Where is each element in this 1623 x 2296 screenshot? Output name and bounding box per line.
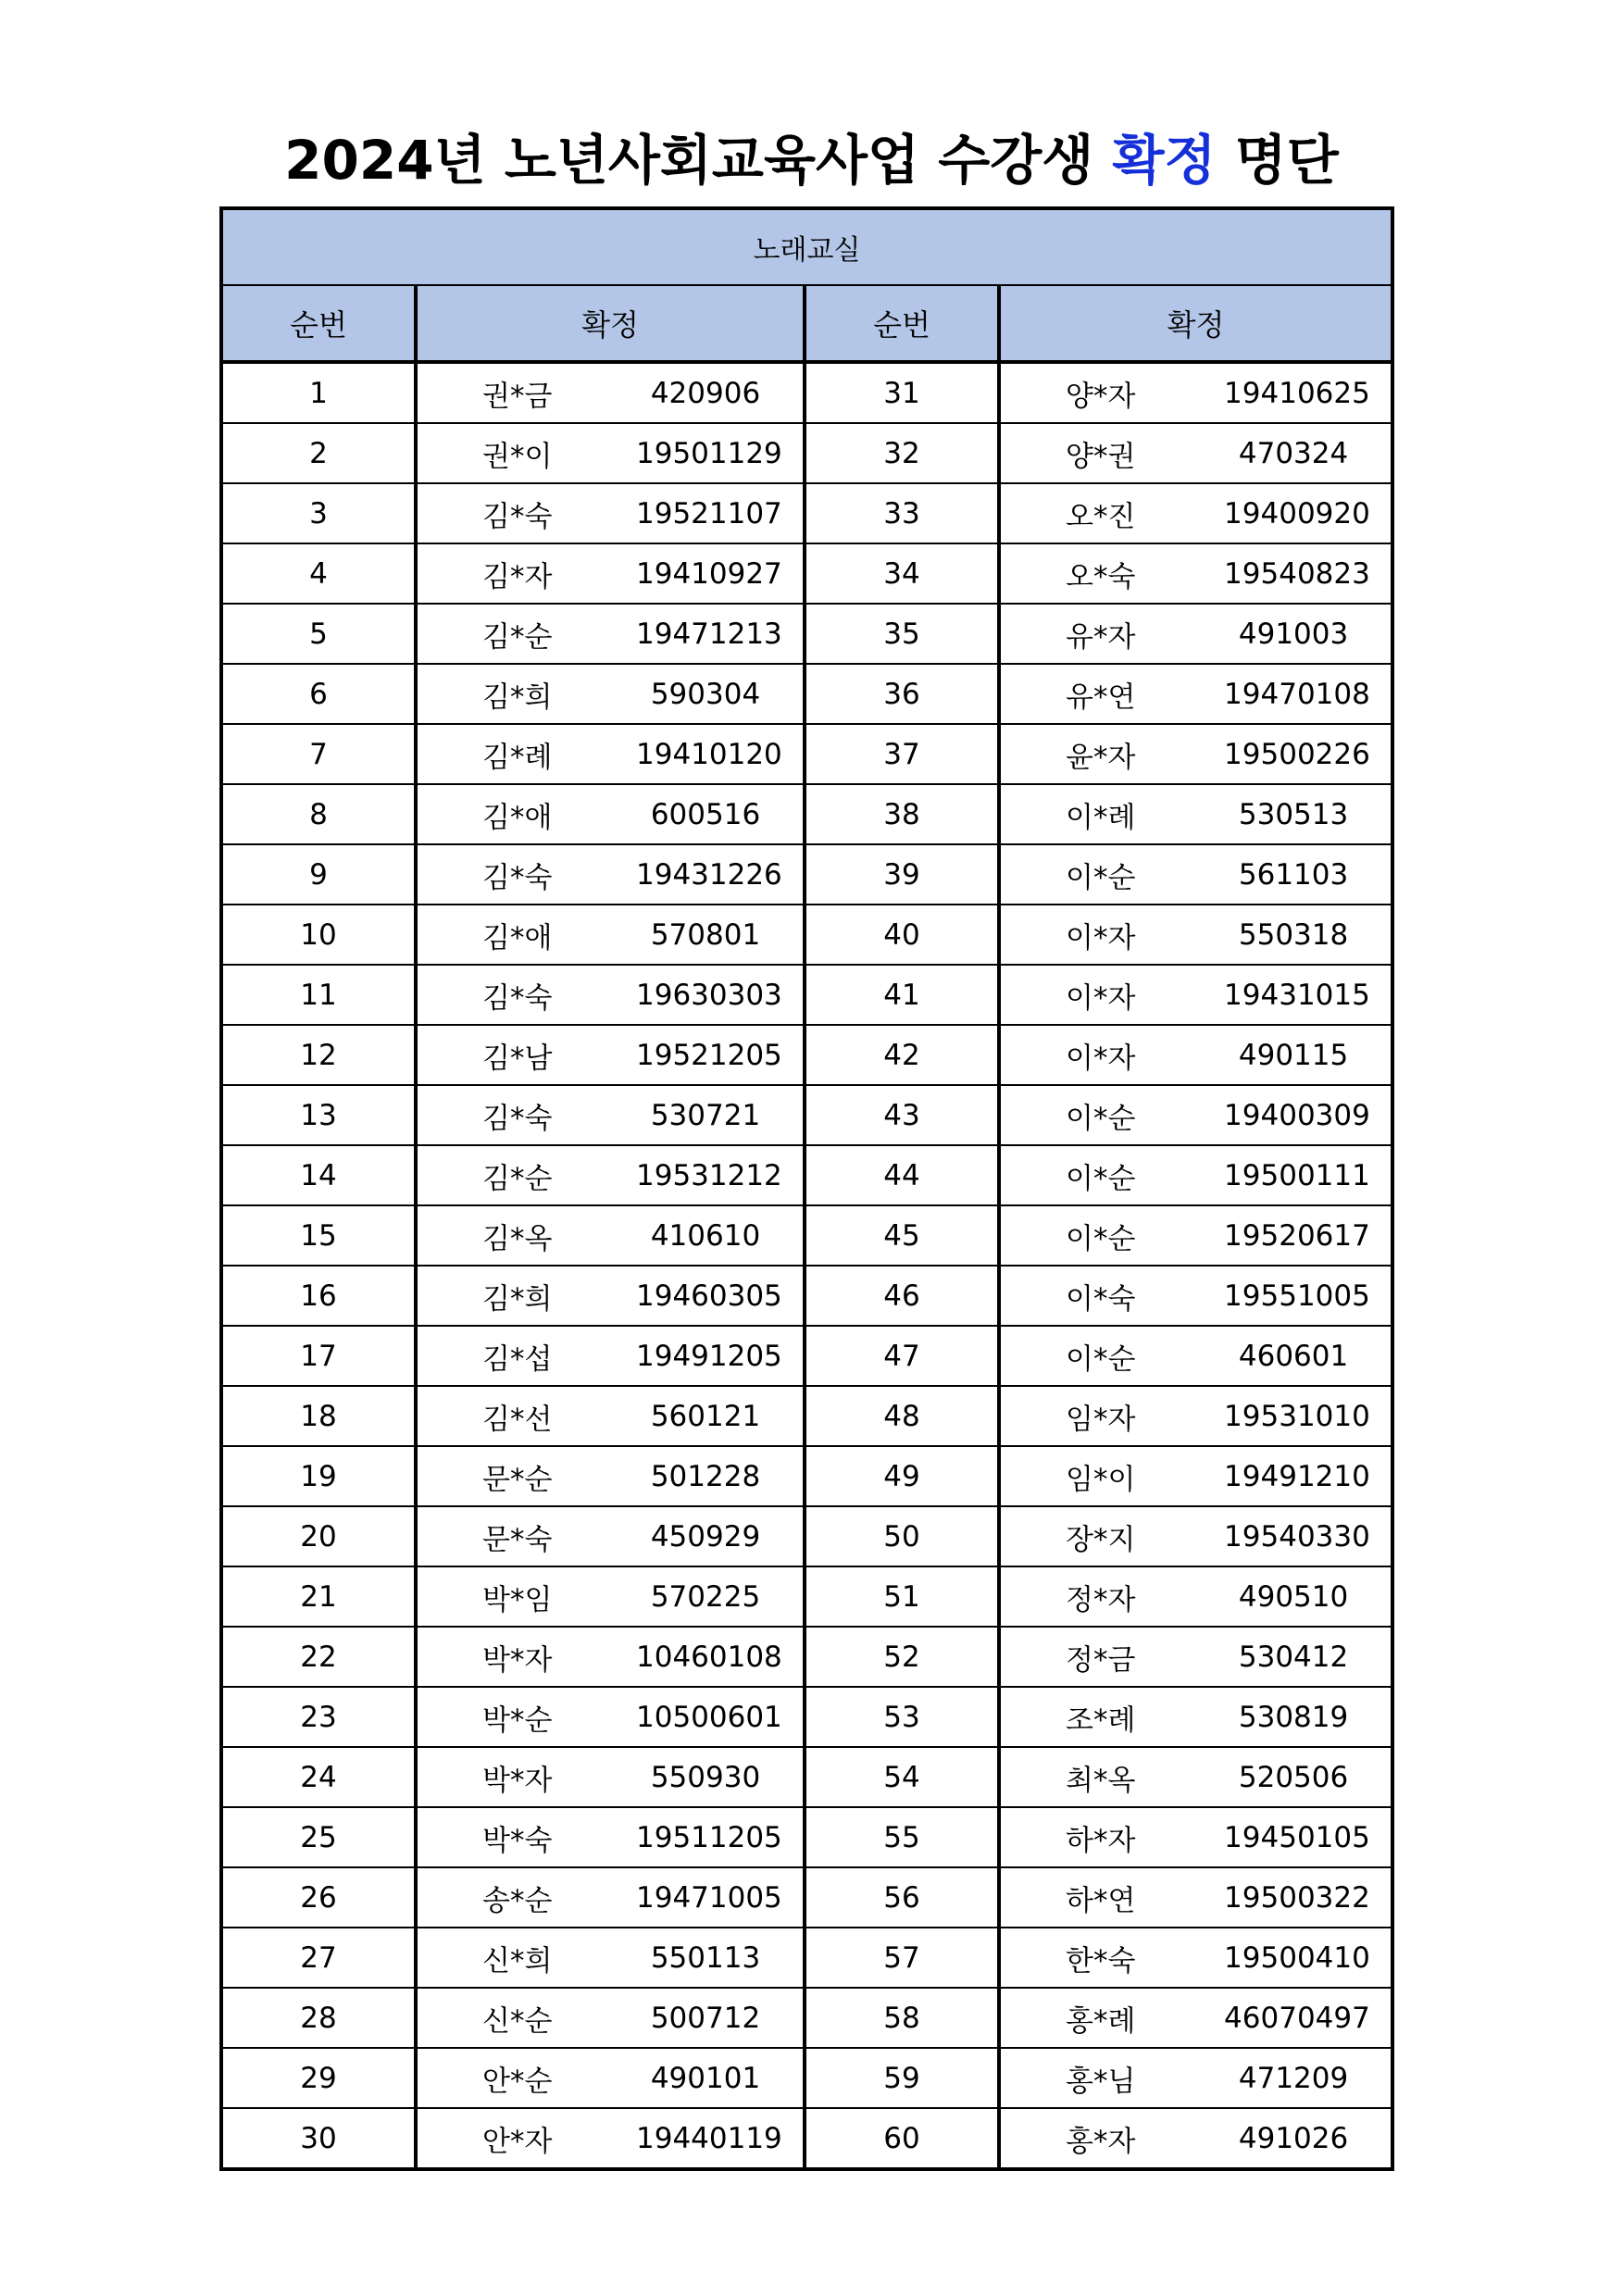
seq-right: 60 [805, 2108, 999, 2169]
birth-date: 470324 [1238, 436, 1349, 470]
birth-date: 19500111 [1224, 1158, 1370, 1192]
table-row [221, 1988, 1392, 2048]
birth-date: 19400920 [1224, 496, 1370, 530]
person-left [416, 1326, 805, 1386]
seq-right: 38 [805, 784, 999, 844]
person-right [999, 1687, 1392, 1747]
birth-date: 19521205 [636, 1038, 782, 1072]
seq-left: 11 [221, 965, 416, 1025]
seq-right: 35 [805, 604, 999, 664]
person-name: 김*숙 [482, 981, 553, 1015]
seq-right: 40 [805, 905, 999, 965]
person-name: 이*자 [1066, 981, 1136, 1015]
person-right [999, 1085, 1392, 1145]
birth-date: 19500322 [1224, 1880, 1370, 1915]
table-row [221, 1747, 1392, 1807]
seq-right: 34 [805, 543, 999, 604]
person-name: 정*금 [1066, 1643, 1136, 1677]
person-right [999, 1988, 1392, 2048]
birth-date: 550113 [650, 1940, 761, 1975]
person-left [416, 1747, 805, 1807]
seq-right: 46 [805, 1266, 999, 1326]
person-left [416, 1205, 805, 1266]
seq-right: 48 [805, 1386, 999, 1446]
seq-left: 7 [221, 724, 416, 784]
person-right [999, 543, 1392, 604]
header-confirmed-left: 확정 [416, 285, 805, 362]
person-name: 권*금 [482, 380, 553, 413]
seq-left: 9 [221, 844, 416, 905]
person-left [416, 1025, 805, 1085]
person-name: 김*애 [482, 921, 553, 955]
person-name: 양*권 [1066, 440, 1136, 473]
birth-date: 19551005 [1224, 1279, 1370, 1313]
birth-date: 19500226 [1224, 737, 1370, 771]
person-name: 김*애 [482, 801, 553, 834]
person-left [416, 1928, 805, 1988]
person-right [999, 784, 1392, 844]
person-left [416, 1145, 805, 1205]
seq-right: 58 [805, 1988, 999, 2048]
table-row [221, 965, 1392, 1025]
person-right [999, 1205, 1392, 1266]
birth-date: 19520617 [1224, 1218, 1370, 1253]
seq-left: 26 [221, 1867, 416, 1928]
birth-date: 19431015 [1224, 978, 1370, 1012]
birth-date: 10500601 [636, 1700, 782, 1734]
person-name: 안*자 [482, 2125, 553, 2158]
seq-right: 53 [805, 1687, 999, 1747]
table-row [221, 1205, 1392, 1266]
table-row [221, 1566, 1392, 1627]
person-name: 이*순 [1066, 1222, 1136, 1255]
person-name: 임*이 [1066, 1463, 1136, 1496]
birth-date: 530721 [650, 1098, 761, 1132]
seq-left: 23 [221, 1687, 416, 1747]
birth-date: 491003 [1238, 617, 1349, 651]
person-right [999, 1145, 1392, 1205]
seq-left: 1 [221, 362, 416, 423]
birth-date: 491026 [1238, 2121, 1349, 2155]
person-left [416, 362, 805, 423]
birth-date: 19440119 [636, 2121, 782, 2155]
table-row [221, 362, 1392, 423]
seq-left: 18 [221, 1386, 416, 1446]
birth-date: 501228 [650, 1459, 761, 1493]
person-right [999, 483, 1392, 543]
roster-table [219, 206, 1394, 2171]
seq-left: 24 [221, 1747, 416, 1807]
seq-left: 20 [221, 1506, 416, 1566]
page-title [0, 119, 1623, 202]
person-name: 조*례 [1066, 1703, 1136, 1737]
person-name: 문*순 [482, 1463, 553, 1496]
seq-left: 25 [221, 1807, 416, 1867]
table-row [221, 1266, 1392, 1326]
person-name: 김*옥 [482, 1222, 553, 1255]
person-name: 이*순 [1066, 1102, 1136, 1135]
birth-date: 19500410 [1224, 1940, 1370, 1975]
class-name-row [221, 208, 1392, 285]
table-row [221, 1867, 1392, 1928]
person-name: 양*자 [1066, 380, 1136, 413]
birth-date: 550930 [650, 1760, 761, 1794]
person-right [999, 965, 1392, 1025]
table-row [221, 423, 1392, 483]
birth-date: 600516 [650, 797, 761, 831]
seq-left: 29 [221, 2048, 416, 2108]
person-right [999, 1747, 1392, 1807]
table-row [221, 1025, 1392, 1085]
person-left [416, 604, 805, 664]
person-name: 김*희 [482, 1282, 553, 1316]
person-name: 오*숙 [1066, 560, 1136, 593]
table-row [221, 724, 1392, 784]
person-right [999, 844, 1392, 905]
title-highlight: 확정 [1112, 129, 1217, 192]
person-right [999, 604, 1392, 664]
person-left [416, 1807, 805, 1867]
person-right [999, 664, 1392, 724]
person-right [999, 1566, 1392, 1627]
person-name: 김*섭 [482, 1342, 553, 1376]
seq-right: 44 [805, 1145, 999, 1205]
birth-date: 410610 [650, 1218, 761, 1253]
birth-date: 19470108 [1224, 677, 1370, 711]
birth-date: 570801 [650, 917, 761, 952]
seq-left: 10 [221, 905, 416, 965]
table-row [221, 1627, 1392, 1687]
birth-date: 19450105 [1224, 1820, 1370, 1854]
class-name: 노래교실 [221, 208, 1392, 285]
birth-date: 19410625 [1224, 376, 1370, 410]
seq-right: 55 [805, 1807, 999, 1867]
person-name: 김*숙 [482, 1102, 553, 1135]
person-name: 이*순 [1066, 861, 1136, 894]
birth-date: 19501129 [636, 436, 782, 470]
person-right [999, 1807, 1392, 1867]
roster-body [221, 362, 1392, 2169]
person-right [999, 1627, 1392, 1687]
person-right [999, 1867, 1392, 1928]
person-right [999, 1025, 1392, 1085]
person-left [416, 905, 805, 965]
birth-date: 19540330 [1224, 1519, 1370, 1554]
table-row [221, 604, 1392, 664]
birth-date: 19471005 [636, 1880, 782, 1915]
seq-left: 15 [221, 1205, 416, 1266]
seq-left: 8 [221, 784, 416, 844]
table-row [221, 543, 1392, 604]
seq-right: 33 [805, 483, 999, 543]
birth-date: 19410927 [636, 556, 782, 591]
person-left [416, 2108, 805, 2169]
person-name: 오*진 [1066, 500, 1136, 533]
birth-date: 19521107 [636, 496, 782, 530]
seq-left: 16 [221, 1266, 416, 1326]
birth-date: 490510 [1238, 1579, 1349, 1614]
seq-right: 39 [805, 844, 999, 905]
birth-date: 471209 [1238, 2061, 1349, 2095]
seq-right: 43 [805, 1085, 999, 1145]
table-row [221, 2108, 1392, 2169]
person-left [416, 664, 805, 724]
birth-date: 500712 [650, 2001, 761, 2035]
seq-left: 3 [221, 483, 416, 543]
person-name: 이*례 [1066, 801, 1136, 834]
seq-left: 13 [221, 1085, 416, 1145]
person-right [999, 362, 1392, 423]
seq-right: 47 [805, 1326, 999, 1386]
person-right [999, 1386, 1392, 1446]
person-name: 안*순 [482, 2065, 553, 2098]
person-left [416, 1506, 805, 1566]
person-name: 홍*자 [1066, 2125, 1136, 2158]
person-name: 김*순 [482, 620, 553, 654]
person-left [416, 1687, 805, 1747]
person-name: 김*례 [482, 741, 553, 774]
birth-date: 10460108 [636, 1640, 782, 1674]
person-right [999, 724, 1392, 784]
table-row [221, 844, 1392, 905]
header-seq-left: 순번 [221, 285, 416, 362]
seq-left: 27 [221, 1928, 416, 1988]
seq-right: 32 [805, 423, 999, 483]
person-name: 박*순 [482, 1703, 553, 1737]
header-seq-right: 순번 [805, 285, 999, 362]
seq-right: 51 [805, 1566, 999, 1627]
seq-left: 22 [221, 1627, 416, 1687]
person-left [416, 543, 805, 604]
person-left [416, 423, 805, 483]
seq-right: 59 [805, 2048, 999, 2108]
person-name: 하*연 [1066, 1884, 1136, 1917]
person-left [416, 1988, 805, 2048]
person-left [416, 844, 805, 905]
person-name: 이*순 [1066, 1342, 1136, 1376]
person-name: 이*자 [1066, 921, 1136, 955]
table-row [221, 1145, 1392, 1205]
table-row [221, 483, 1392, 543]
table-row [221, 1506, 1392, 1566]
person-left [416, 1867, 805, 1928]
seq-right: 31 [805, 362, 999, 423]
seq-right: 54 [805, 1747, 999, 1807]
title-suffix: 명단 [1216, 129, 1339, 192]
birth-date: 19630303 [636, 978, 782, 1012]
table-row [221, 1326, 1392, 1386]
table-row [221, 664, 1392, 724]
person-name: 문*숙 [482, 1523, 553, 1556]
table-row [221, 1085, 1392, 1145]
birth-date: 19511205 [636, 1820, 782, 1854]
person-name: 유*연 [1066, 680, 1136, 714]
table-row [221, 1386, 1392, 1446]
birth-date: 19431226 [636, 857, 782, 892]
person-name: 윤*자 [1066, 741, 1136, 774]
person-left [416, 483, 805, 543]
seq-left: 17 [221, 1326, 416, 1386]
seq-left: 14 [221, 1145, 416, 1205]
person-name: 박*자 [482, 1764, 553, 1797]
birth-date: 560121 [650, 1399, 761, 1433]
birth-date: 561103 [1238, 857, 1349, 892]
person-left [416, 784, 805, 844]
table-row [221, 2048, 1392, 2108]
birth-date: 420906 [650, 376, 761, 410]
person-name: 김*순 [482, 1162, 553, 1195]
birth-date: 19400309 [1224, 1098, 1370, 1132]
birth-date: 460601 [1238, 1339, 1349, 1373]
birth-date: 520506 [1238, 1760, 1349, 1794]
person-left [416, 1446, 805, 1506]
person-name: 정*자 [1066, 1583, 1136, 1616]
birth-date: 550318 [1238, 917, 1349, 952]
header-confirmed-right: 확정 [999, 285, 1392, 362]
table-row [221, 1928, 1392, 1988]
person-name: 유*자 [1066, 620, 1136, 654]
seq-left: 19 [221, 1446, 416, 1506]
birth-date: 490101 [650, 2061, 761, 2095]
birth-date: 530513 [1238, 797, 1349, 831]
person-name: 박*임 [482, 1583, 553, 1616]
birth-date: 19531212 [636, 1158, 782, 1192]
person-left [416, 965, 805, 1025]
person-left [416, 1566, 805, 1627]
person-name: 이*숙 [1066, 1282, 1136, 1316]
table-row [221, 1807, 1392, 1867]
person-right [999, 1266, 1392, 1326]
person-name: 박*자 [482, 1643, 553, 1677]
person-left [416, 1085, 805, 1145]
table-row [221, 1446, 1392, 1506]
seq-left: 30 [221, 2108, 416, 2169]
birth-date: 490115 [1238, 1038, 1349, 1072]
person-name: 김*남 [482, 1042, 553, 1075]
person-name: 임*자 [1066, 1403, 1136, 1436]
person-left [416, 2048, 805, 2108]
person-left [416, 1386, 805, 1446]
person-name: 김*숙 [482, 500, 553, 533]
birth-date: 450929 [650, 1519, 761, 1554]
birth-date: 530412 [1238, 1640, 1349, 1674]
birth-date: 19460305 [636, 1279, 782, 1313]
person-name: 하*자 [1066, 1824, 1136, 1857]
person-name: 김*선 [482, 1403, 553, 1436]
person-right [999, 905, 1392, 965]
seq-right: 42 [805, 1025, 999, 1085]
birth-date: 19531010 [1224, 1399, 1370, 1433]
title-prefix: 2024년 노년사회교육사업 수강생 [284, 129, 1113, 192]
person-name: 한*숙 [1066, 1944, 1136, 1978]
seq-right: 56 [805, 1867, 999, 1928]
seq-right: 41 [805, 965, 999, 1025]
seq-right: 52 [805, 1627, 999, 1687]
person-name: 송*순 [482, 1884, 553, 1917]
person-name: 김*희 [482, 680, 553, 714]
person-left [416, 724, 805, 784]
person-left [416, 1627, 805, 1687]
seq-right: 37 [805, 724, 999, 784]
person-right [999, 423, 1392, 483]
person-right [999, 1928, 1392, 1988]
birth-date: 19491210 [1224, 1459, 1370, 1493]
person-right [999, 1506, 1392, 1566]
seq-left: 4 [221, 543, 416, 604]
birth-date: 570225 [650, 1579, 761, 1614]
seq-left: 12 [221, 1025, 416, 1085]
seq-right: 45 [805, 1205, 999, 1266]
person-right [999, 1446, 1392, 1506]
person-name: 박*숙 [482, 1824, 553, 1857]
person-name: 이*자 [1066, 1042, 1136, 1075]
person-right [999, 1326, 1392, 1386]
person-name: 권*이 [482, 440, 553, 473]
seq-left: 6 [221, 664, 416, 724]
person-name: 김*자 [482, 560, 553, 593]
person-name: 홍*례 [1066, 2004, 1136, 2038]
table-row [221, 1687, 1392, 1747]
seq-left: 28 [221, 1988, 416, 2048]
table-row [221, 784, 1392, 844]
birth-date: 19491205 [636, 1339, 782, 1373]
birth-date: 590304 [650, 677, 761, 711]
person-name: 신*순 [482, 2004, 553, 2038]
header-row [221, 285, 1392, 362]
birth-date: 19540823 [1224, 556, 1370, 591]
person-name: 최*옥 [1066, 1764, 1136, 1797]
person-name: 신*희 [482, 1944, 553, 1978]
table-row [221, 905, 1392, 965]
person-name: 이*순 [1066, 1162, 1136, 1195]
person-name: 홍*님 [1066, 2065, 1136, 2098]
birth-date: 19410120 [636, 737, 782, 771]
birth-date: 46070497 [1224, 2001, 1370, 2035]
person-name: 장*지 [1066, 1523, 1136, 1556]
person-right [999, 2048, 1392, 2108]
seq-right: 50 [805, 1506, 999, 1566]
seq-left: 5 [221, 604, 416, 664]
person-right [999, 2108, 1392, 2169]
birth-date: 19471213 [636, 617, 782, 651]
seq-right: 49 [805, 1446, 999, 1506]
birth-date: 530819 [1238, 1700, 1349, 1734]
seq-left: 2 [221, 423, 416, 483]
person-left [416, 1266, 805, 1326]
seq-left: 21 [221, 1566, 416, 1627]
person-name: 김*숙 [482, 861, 553, 894]
seq-right: 57 [805, 1928, 999, 1988]
seq-right: 36 [805, 664, 999, 724]
